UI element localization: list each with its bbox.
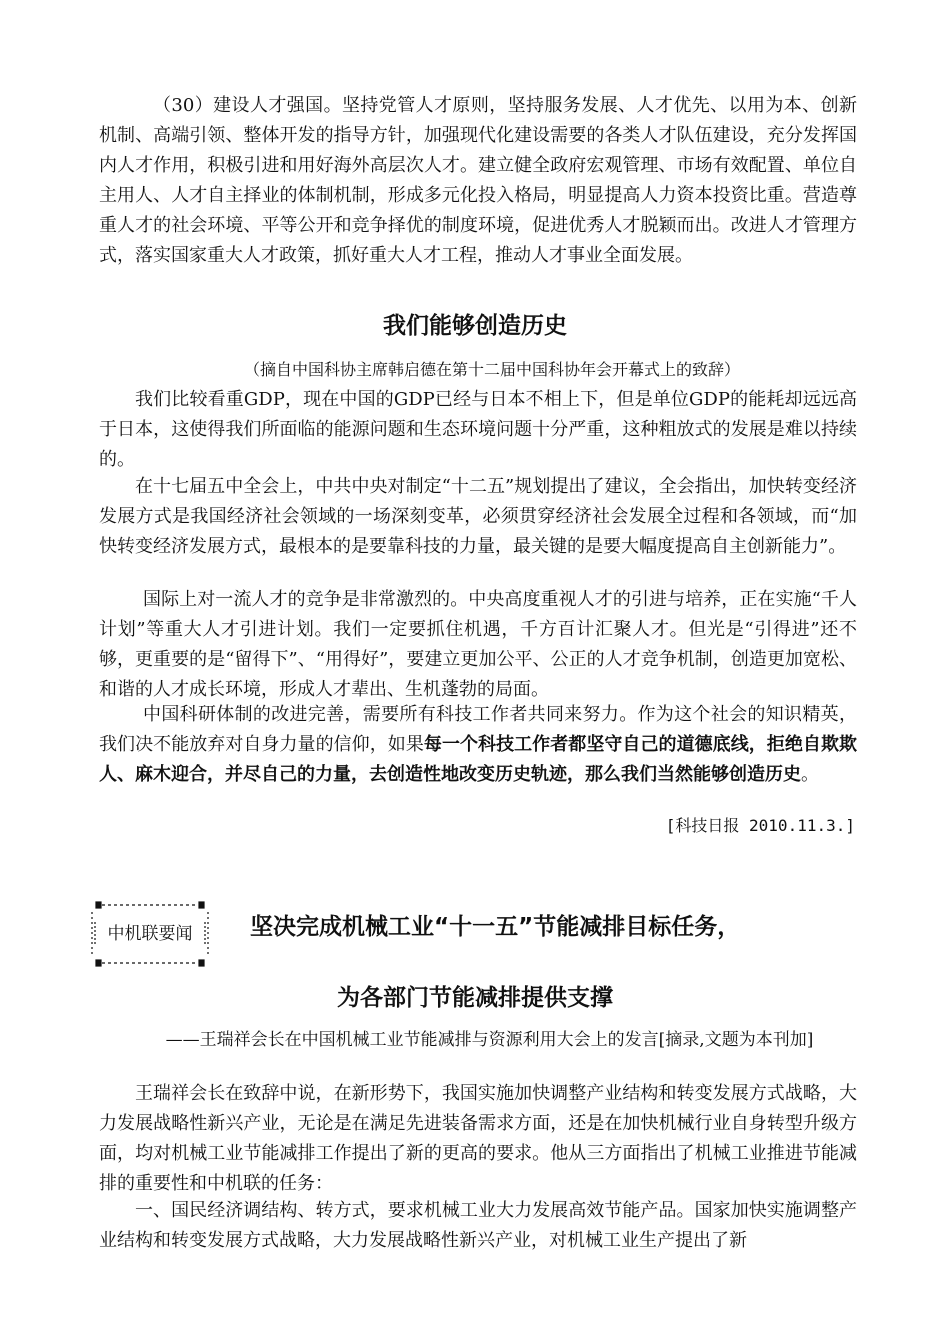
article-title-line2: 为各部门节能减排提供支撑 bbox=[337, 985, 613, 1011]
body-paragraph: 一、国民经济调结构、转方式，要求机械工业大力发展高效节能产品。国家加快实施调整产业结构和转变发展方式战略，大力发展战略性新兴产业，对机械工业生产提出了新 bbox=[99, 1200, 857, 1251]
body-paragraph: 王瑞祥会长在致辞中说，在新形势下，我国实施加快调整产业结构和转变发展方式战略，大力发展战略性新兴产业，无论是在满足先进装备需求方面，还是在加快机械行业自身转型升级方面，均对机械工业节能减排工作提出了新的更高的要求。他从三方面指出了机械工业推进节能减排的重要性和中机联的任务： bbox=[99, 1083, 857, 1194]
article-subtitle: （摘自中国科协主席韩启德在第十二届中国科协年会开幕式上的致辞） bbox=[244, 360, 741, 379]
body-paragraph: 我们比较看重GDP，现在中国的GDP已经与日本不相上下，但是单位GDP的能耗却远远高于日本，这使得我们所面临的能源问题和生态环境问题十分严重，这种粗放式的发展是难以持续的。 bbox=[99, 389, 857, 470]
talent-paragraph: （30）建设人才强国。坚持党管人才原则，坚持服务发展、人才优先、以用为本、创新机制、高端引领、整体开发的指导方针，加强现代化建设需要的各类人才队伍建设，充分发挥国内人才作用，积极引进和用好海外高层次人才。建立健全政府宏观管理、市场有效配置、单位自主用人、人才自主择业的体制机制，形成多元化投入格局，明显提高人力资本投资比重。营造尊重人才的社会环境、平等公开和竞争择优的制度环境，促进优秀人才脱颖而出。改进人才管理方式，落实国家重大人才政策，抓好重大人才工程，推动人才事业全面发展。 bbox=[99, 95, 857, 266]
source-citation: [科技日报 2010.11.3.] bbox=[665, 816, 855, 835]
body-paragraph: 在十七届五中全会上，中共中央对制定“十二五”规划提出了建议，全会指出，加快转变经济发展方式是我国经济社会领域的一场深刻变革，必须贯穿经济社会发展全过程和各领域，而“加快转变经济发展方式，最根本的是要靠科技的力量，最关键的是要大幅度提高自主创新能力”。 bbox=[99, 476, 857, 557]
body-paragraph: 国际上对一流人才的竞争是非常激烈的。中央高度重视人才的引进与培养，正在实施“千人计划”等重大人才引进计划。我们一定要抓住机遇，千方百计汇聚人才。但光是“引得进”还不够，更重要的是“留得下”、“用得好”，要建立更加公平、公正的人才竞争机制，创造更加宽松、和谐的人才成长环境，形成人才辈出、生机蓬勃的局面。 bbox=[99, 589, 857, 700]
body-paragraph bbox=[99, 700, 857, 790]
article-title-line1: 坚决完成机械工业“十一五”节能减排目标任务， bbox=[250, 914, 741, 940]
paragraph-text: 中国科研体制的改进完善，需要所有科技工作者共同来努力。作为这个社会的知识精英，我们决不能放弃对自身力量的信仰，如果 bbox=[99, 704, 857, 755]
paragraph-end: 。 bbox=[801, 764, 819, 785]
article-subtitle: ——王瑞祥会长在中国机械工业节能减排与资源利用大会上的发言[摘录,文题为本刊加] bbox=[165, 1030, 814, 1050]
badge-label: 中机联要闻 bbox=[107, 924, 193, 944]
news-badge bbox=[88, 900, 212, 968]
article-title: 我们能够创造历史 bbox=[383, 313, 567, 339]
bold-emphasis: 每一个科技工作者都坚守自己的道德底线，拒绝自欺欺人、麻木迎合，并尽自己的力量，去创造性地改变历史轨迹，那么我们当然能够创造历史 bbox=[99, 734, 858, 785]
